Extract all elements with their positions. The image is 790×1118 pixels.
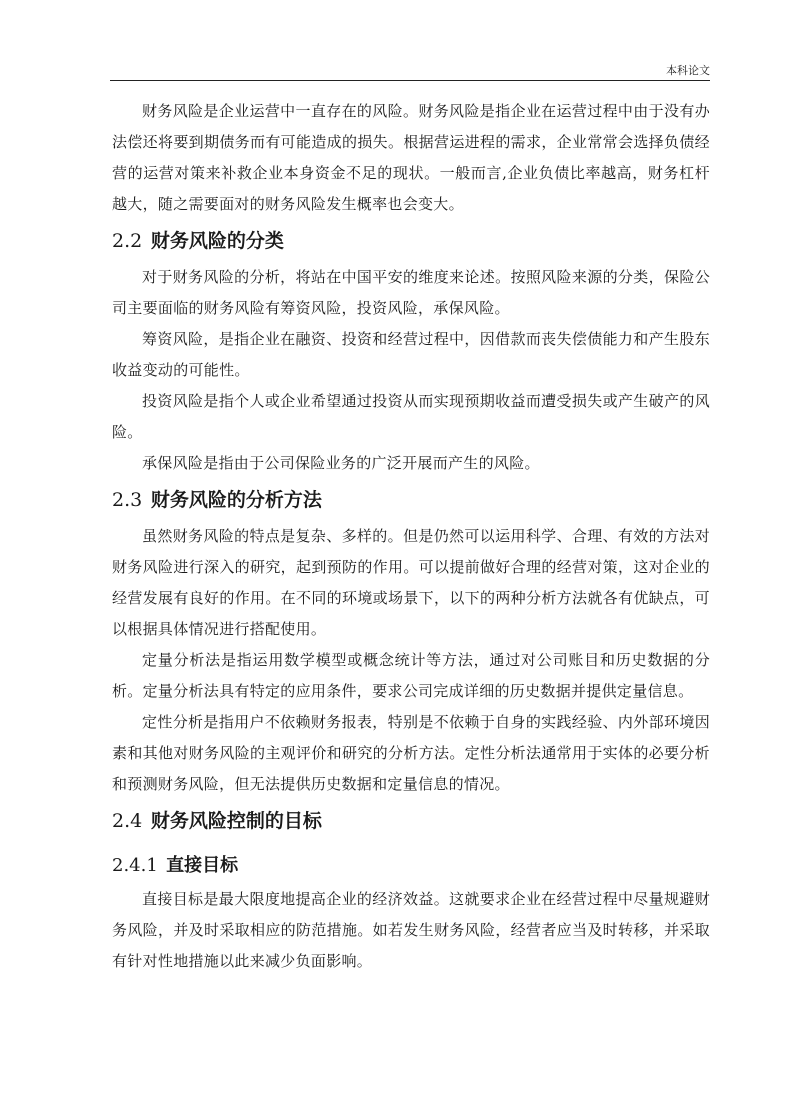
section-heading-2-2: [112, 220, 710, 262]
paragraph-underwriting-risk: 承保风险是指由于公司保险业务的广泛开展而产生的风险。: [142, 454, 540, 472]
header-rule: [110, 80, 710, 81]
paragraph-investment-risk: 投资风险是指个人或企业希望通过投资从而实现预期收益而遭受损失或产生破产的风险。: [112, 392, 710, 441]
section-number: 2.2: [112, 230, 143, 252]
subsection-heading-2-4-1: [112, 842, 710, 884]
section-number: 2.4: [112, 810, 143, 832]
paragraph-qualitative-analysis: 定性分析是指用户不依赖财务报表，特别是不依赖于自身的实践经验、内外部环境因素和其他对财务风险的主观评价和研究的分析方法。定性分析法通常用于实体的必要分析和预测财务风险，但无法提供历史数据和定量信息的情况。: [112, 713, 710, 793]
paragraph-financial-risk-definition: 财务风险是企业运营中一直存在的风险。财务风险是指企业在运营过程中由于没有办法偿还将要到期债务而有可能造成的损失。根据营运进程的需求，企业常常会选择负债经营的运营对策来补救企业本身资金不足的现状。一般而言,企业负债比率越高，财务杠杆越大，随之需要面对的财务风险发生概率也会变大。: [112, 102, 710, 213]
paragraph-financing-risk: 筹资风险，是指企业在融资、投资和经营过程中，因借款而丧失偿债能力和产生股东收益变动的可能性。: [112, 330, 710, 379]
section-title: 财务风险的分类: [150, 230, 284, 252]
section-heading-2-3: [112, 479, 710, 521]
running-header: 本科论文: [666, 64, 710, 77]
paragraph-risk-classification-intro: 对于财务风险的分析，将站在中国平安的维度来论述。按照风险来源的分类，保险公司主要面临的财务风险有筹资风险，投资风险，承保风险。: [112, 268, 710, 317]
section-title: 财务风险控制的目标: [150, 810, 322, 832]
section-heading-2-4: [112, 800, 710, 842]
paragraph-quantitative-analysis: 定量分析法是指运用数学模型或概念统计等方法，通过对公司账目和历史数据的分析。定量分析法具有特定的应用条件，要求公司完成详细的历史数据并提供定量信息。: [112, 651, 710, 700]
body-content: [112, 96, 710, 977]
paragraph-direct-goal: 直接目标是最大限度地提高企业的经济效益。这就要求企业在经营过程中尽量规避财务风险，并及时采取相应的防范措施。如若发生财务风险，经营者应当及时转移，并采取有针对性地措施以此来减少负面影响。: [112, 890, 710, 970]
section-title: 财务风险的分析方法: [150, 489, 322, 511]
paragraph-analysis-methods-intro: 虽然财务风险的特点是复杂、多样的。但是仍然可以运用科学、合理、有效的方法对财务风险进行深入的研究，起到预防的作用。可以提前做好合理的经营对策，这对企业的经营发展有良好的作用。在不同的环境或场景下，以下的两种分析方法就各有优缺点，可以根据具体情况进行搭配使用。: [112, 527, 710, 638]
section-number: 2.3: [112, 489, 143, 511]
subsection-number: 2.4.1: [112, 855, 158, 876]
subsection-title: 直接目标: [166, 855, 239, 876]
